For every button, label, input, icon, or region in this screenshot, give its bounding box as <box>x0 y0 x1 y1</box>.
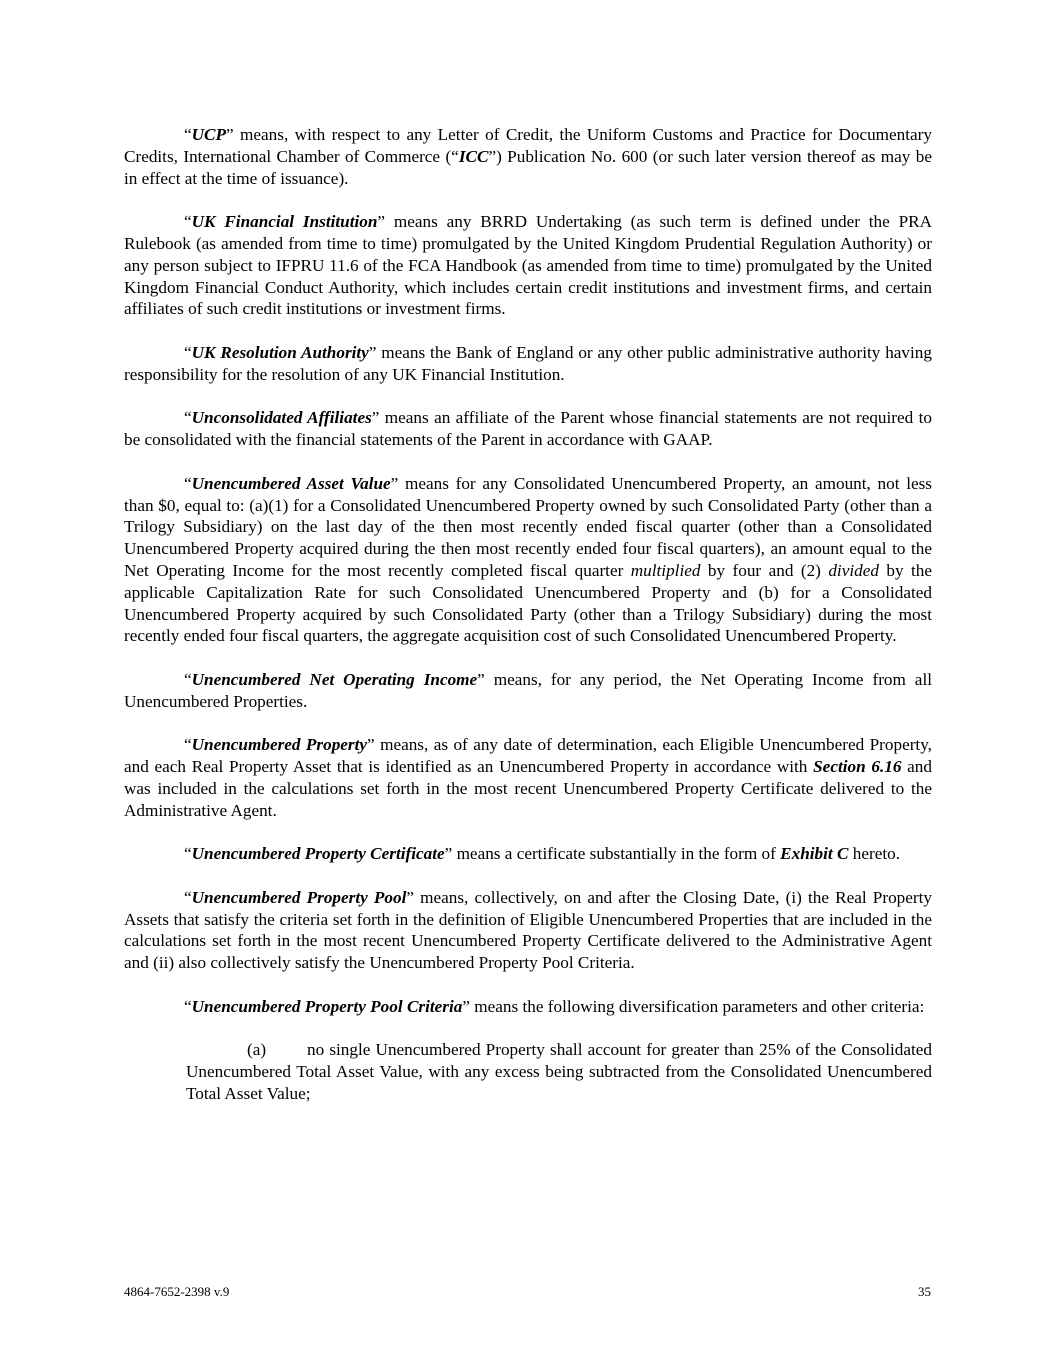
definition-text: ” means, for any period, the Net Operating Income from all Unencumbered Properties. <box>124 669 932 711</box>
definition-text: by the applicable Capitalization Rate for such Consolidated Unencumbered Property and (b) for a Consolidated Unencumbered Property acquired by such Consolidated Party (other than a Trilogy Subsidiary) during the most recently ended four fiscal quarters, the aggregate acquisition cost of such Consolidated Unencumbered Property. <box>124 560 932 646</box>
definition-unencumbered-noi: “Unencumbered Net Operating Income” means, for any period, the Net Operating Income from all Unencumbered Properties. <box>124 669 932 711</box>
defined-term: UK Resolution Authority <box>191 342 369 362</box>
definition-text: ” means, with respect to any Letter of Credit, the Uniform Customs and Practice for Documentary Credits, International Chamber of Commerce (“ <box>124 125 932 166</box>
defined-term: Unencumbered Asset Value <box>191 473 391 493</box>
definition-text: by four and (2) <box>700 560 829 580</box>
defined-term: ICC <box>458 146 489 166</box>
defined-term: Unencumbered Property <box>191 735 368 755</box>
definition-text: ” means any BRRD Undertaking (as such term is defined under the PRA Rulebook (as amended from time to time) promulgated by the United Kingdom Prudential Regulation Authority) or any person subject to IFPRU 11.6 of the FCA Handbook (as amended from time to time) promulgated by the United Kingdom Financial Conduct Authority, which includes certain credit institutions and investment firms, and certain affiliates of such credit institutions or investment firms. <box>124 212 932 319</box>
definition-text: ” means, as of any date of determination, each Eligible Unencumbered Property, and each Real Property Asset that is identified as an Unencumbered Property in accordance with <box>124 735 932 777</box>
definition-text: hereto. <box>848 844 900 864</box>
definition-text: ” means the following diversification parameters and other criteria: <box>462 996 925 1016</box>
definition-text: ”) Publication No. 600 (or such later version thereof as may be in effect at the time of issuance). <box>124 146 932 188</box>
definition-unconsolidated-affiliates: “Unconsolidated Affiliates” means an affiliate of the Parent whose financial statements are not required to be consolidated with the financial statements of the Parent in accordance with GAAP. <box>124 408 933 450</box>
criteria-item <box>186 1039 932 1104</box>
definition-text: ” means an affiliate of the Parent whose financial statements are not required to be consolidated with the financial statements of the Parent in accordance with GAAP. <box>124 408 933 450</box>
defined-term: UK Financial Institution <box>191 212 378 232</box>
document-id: 4864-7652-2398 v.9 <box>124 1284 230 1299</box>
definition-ucp: “UCP” means, with respect to any Letter of Credit, the Uniform Customs and Practice for Documentary Credits, International Chamber of Commerce (“ICC”) Publication No. 600 (or such later version thereof as may be in effect at the time of issuance). <box>124 125 932 188</box>
defined-term: Unencumbered Property Pool <box>191 887 407 907</box>
page-number: 35 <box>918 1284 931 1299</box>
defined-term: Unencumbered Property Pool Criteria <box>191 996 463 1016</box>
defined-term: Unencumbered Net Operating Income <box>191 669 478 689</box>
defined-term: Unencumbered Property Certificate <box>191 844 445 864</box>
definition-unencumbered-property-certificate: “Unencumbered Property Certificate” means a certificate substantially in the form of Exhibit C hereto. <box>184 844 900 864</box>
document-body <box>124 124 932 1105</box>
definition-text: ” means the Bank of England or any other public administrative authority having responsibility for the resolution of any UK Financial Institution. <box>124 342 932 384</box>
definition-unencumbered-asset-value: “Unencumbered Asset Value” means for any Consolidated Unencumbered Property, an amount, not less than $0, equal to: (a)(1) for a Consolidated Unencumbered Property owned by such Consolidated Party (other than a Trilogy Subsidiary) on the last day of the then most recently ended fiscal quarter (other than a Consolidated Unencumbered Property acquired during the then most recently ended four fiscal quarters), an amount equal to the Net Operating Income for the most recently completed fiscal quarter multiplied by four and (2) divided by the applicable Capitalization Rate for such Consolidated Unencumbered Property and (b) for a Consolidated Unencumbered Property acquired by such Consolidated Party (other than a Trilogy Subsidiary) during the most recently ended four fiscal quarters, the aggregate acquisition cost of such Consolidated Unencumbered Property. <box>124 473 932 646</box>
emphasis-multiplied: multiplied <box>630 560 701 580</box>
definition-text: ” means for any Consolidated Unencumbered Property, an amount, not less than $0, equal to: (a)(1) for a Consolidated Unencumbered Property owned by such Consolidated Party (other than a Trilogy Subsidiary) on the last day of the then most recently ended fiscal quarter (other than a Consolidated Unencumbered Property acquired during the then most recently ended four fiscal quarters), an amount equal to the Net Operating Income for the most recently completed fiscal quarter <box>124 473 932 580</box>
definition-text: ” means a certificate substantially in the form of <box>444 844 781 864</box>
section-reference: Section 6.16 <box>813 757 902 777</box>
definition-unencumbered-property: “Unencumbered Property” means, as of any date of determination, each Eligible Unencumbered Property, and each Real Property Asset that is identified as an Unencumbered Property in accordance with Section 6.16 and was included in the calculations set forth in the most recent Unencumbered Property Certificate delivered to the Administrative Agent. <box>124 735 932 820</box>
definition-uk-financial-institution: “UK Financial Institution” means any BRRD Undertaking (as such term is defined under the PRA Rulebook (as amended from time to time) promulgated by the United Kingdom Prudential Regulation Authority) or any person subject to IFPRU 11.6 of the FCA Handbook (as amended from time to time) promulgated by the United Kingdom Financial Conduct Authority, which includes certain credit institutions and investment firms, and certain affiliates of such credit institutions or investment firms. <box>124 212 932 319</box>
exhibit-reference: Exhibit C <box>780 844 849 864</box>
emphasis-divided: divided <box>828 560 879 580</box>
definition-unencumbered-property-pool: “Unencumbered Property Pool” means, collectively, on and after the Closing Date, (i) the Real Property Assets that satisfy the criteria set forth in the definition of Eligible Unencumbered Properties that are included in the calculations set forth in the most recent Unencumbered Property Certificate delivered to the Administrative Agent and (ii) also collectively satisfy the Unencumbered Property Pool Criteria. <box>124 887 932 973</box>
criteria-item-text: no single Unencumbered Property shall account for greater than 25% of the Consolidated Unencumbered Total Asset Value, with any excess being subtracted from the Consolidated Unencumbered Total Asset Value; <box>186 1040 932 1104</box>
defined-term: UCP <box>191 125 227 144</box>
definition-unencumbered-property-pool-criteria: “Unencumbered Property Pool Criteria” means the following diversification parameters and other criteria: <box>184 996 925 1016</box>
definition-text: and was included in the calculations set forth in the most recent Unencumbered Property Certificate delivered to the Administrative Agent. <box>124 757 932 820</box>
definition-text: ” means, collectively, on and after the Closing Date, (i) the Real Property Assets that satisfy the criteria set forth in the definition of Eligible Unencumbered Properties that are included in the calculations set forth in the most recent Unencumbered Property Certificate delivered to the Administrative Agent and (ii) also collectively satisfy the Unencumbered Property Pool Criteria. <box>124 887 932 973</box>
definition-uk-resolution-authority: “UK Resolution Authority” means the Bank of England or any other public administrative authority having responsibility for the resolution of any UK Financial Institution. <box>124 342 932 384</box>
defined-term: Unconsolidated Affiliates <box>191 408 372 428</box>
criteria-item-label: (a) <box>247 1040 267 1060</box>
